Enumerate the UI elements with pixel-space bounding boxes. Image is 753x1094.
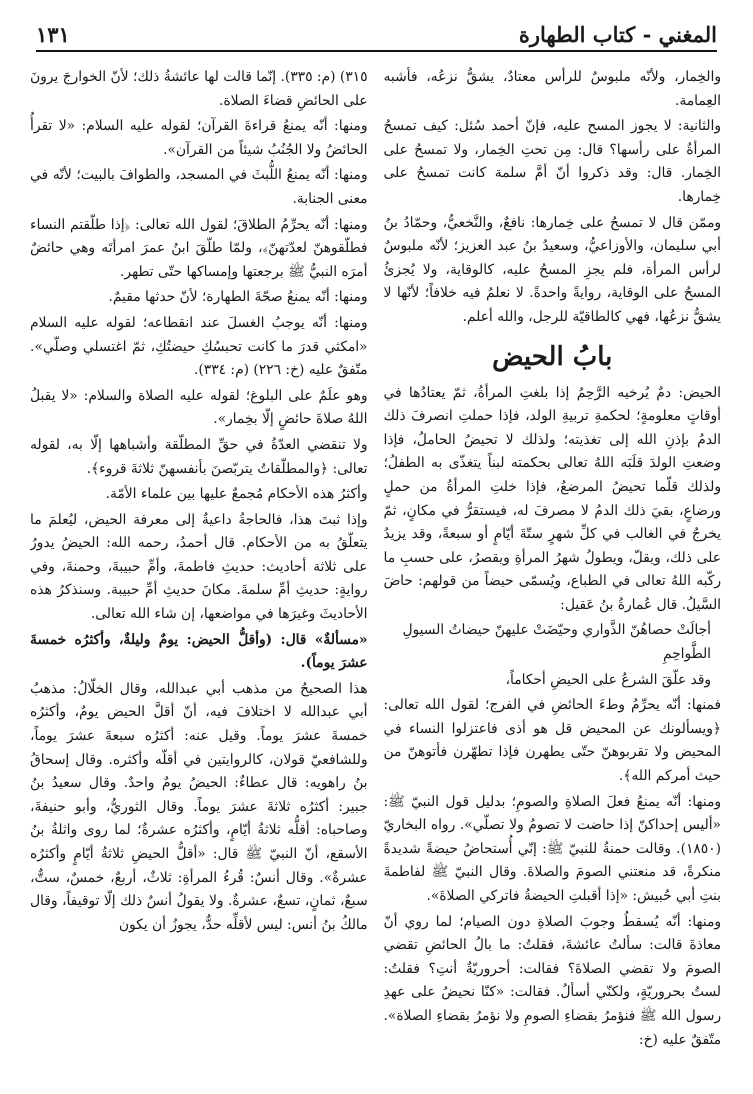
paragraph: فمنها: أنّه يحرِّمُ وطءَ الحائضِ في الفرج؛ لقول الله تعالى: ﴿ويسألونك عن المحيض قل هو أذى فاعتزلوا النساء في المحيض ولا تقربوهنّ حتّى يطهرن فإذا تطهّرن فأتوهنّ من حيث أمركم الله﴾. <box>383 697 721 785</box>
paragraph: والخِمار، ولأنّه ملبوسٌ للرأس معتادٌ، يشقُّ نزعُه، فأشبه العِمامة. <box>383 69 721 109</box>
paragraph: ومنها: أنّه يحرِّمُ الطلاقَ؛ لقول الله تعالى: ﴿إذا طلّقتم النساء فطلّقوهنّ لعدّتهنّ﴾، ولمّا طلّقَ ابنُ عمرَ امرأتَه وهي حائضٌ أمرَه النبيُّ ﷺ برجعتها وإمساكها حتّى تطهر. <box>30 216 368 280</box>
paragraph: وإذا ثبتَ هذا، فالحاجةُ داعيةٌ إلى معرفة الحيض، ليُعلمَ ما يتعلّقُ به من الأحكام. قال أحمدُ، رحمه الله: الحيضُ يدورُ على ثلاثة أحاديث: حديثِ فاطمةَ، وأمِّ حبيبةَ، وحمنةَ، وفي روايةٍ: حديثِ أمِّ سلمةَ. مكانَ حديثِ أمِّ حبيبة. وسنذكرُ هذه الأحاديثَ وغيرَها في مواضعها، إن شاء الله تعالى. <box>30 511 368 623</box>
paragraph: وممّن قال لا تمسحُ على خِمارها: نافعٌ، والنَّخعيُّ، وحمّادُ بنُ أبي سليمان، والأوزاعيُّ، وسعيدُ بنُ عبد العزيز؛ لأنّه ملبوسٌ لرأس المرأة، فلم يجزِ المسحُ عليه، كالوقاية، ولا يُجزئُ المسحُ على الوقاية، روايةً واحدةً. لا نعلمُ فيه خلافاً؛ لأنّها لا يشقُّ نزعُها، فهي كالطاقيّة للرجل، والله أعلم. <box>383 214 721 325</box>
paragraph: والثانية: لا يجوز المسح عليه، فإنّ أحمد سُئل: كيف تمسحُ المرأةُ على رأسها؟ قال: مِن تحتِ الخِمار، ولا تمسحُ على الخِمار. قال: وقد ذكروا أنّ أمَّ سلمة كانت تمسحُ على خِمارها. <box>383 118 721 205</box>
paragraph: الحيض: دمٌ يُرخيه الرَّحِمُ إذا بلغتِ المرأةُ، ثمّ يعتادُها في أوقاتٍ معلومةٍ؛ لحكمةِ تربيةِ الولد، فإذا حملتِ انصرفَ ذلك الدمُ بإذنِ الله إلى تغذيته؛ ولذلك لا تحيضُ الحاملُ، فإذا وضعتِ الولدَ قلَبَه اللهُ تعالى بحكمته لبناً يتغذّى به الطفلُ؛ ولذلك قلّما تحيضُ المرضعُ، فإذا خلتِ المرأةُ من حملٍ ورضاعٍ، بقيَ ذلك الدمُ لا مصرفَ له، فيستقرُّ في مكانٍ، ثمّ يخرجُ في الغالب في كلِّ شهرٍ ستّةَ أيّامٍ أو سبعةً، وقد يزيدُ على ذلك، ويقلّ، ويطولُ شهرُ المرأةِ ويقصرُ، على حسبِ ما ركّبه اللهُ تعالى في الطباع، ويُسمّى حيضاً من قولهم: حاضَ السَّيلُ. قال عُمارةُ بنُ عَقيل: <box>383 384 721 613</box>
paragraph: ٣١٥) (م: ٣٣٥). إنّما قالت لها عائشةُ ذلك؛ لأنّ الخوارجَ يرونَ على الحائضِ قضاءَ الصلاة. <box>30 69 368 109</box>
page-number: ١٣١ <box>36 22 70 47</box>
page-header <box>36 22 717 52</box>
text-columns <box>30 66 721 1082</box>
running-title: المغني - كتاب الطهارة <box>518 22 717 47</box>
right-column <box>384 66 722 1082</box>
verse-line: أجالَتْ حصاهُنّ الذَّواري وحيّضَتْ عليهنّ حيضاتُ السيولِ الطَّواحِمِ <box>402 622 711 663</box>
paragraph: ومنها: أنّه يُسقطُ وجوبَ الصلاةِ دون الصيام؛ لما روي أنّ معاذةَ قالت: سألتُ عائشةَ، فقلتُ: ما بالُ الحائضِ تقضي الصومَ ولا تقضي الصلاةَ؟ فقالت: أحروريّةٌ أنتِ؟ فقلتُ: لستُ بحروريّةٍ، ولكنّي أسألُ. فقالت: «كنّا نحيضُ على عهدِ رسول الله ﷺ فنؤمرُ بقضاءِ الصومِ ولا نؤمرُ بقضاءِ الصلاة». متّفقٌ عليه (خ: <box>383 913 721 1048</box>
paragraph: ومنها: أنّه يمنعُ قراءةَ القرآن؛ لقوله عليه السلام: «لا تقرأُ الحائضُ ولا الجُنُبُ شيئاً من القرآن». <box>30 118 368 158</box>
paragraph: هذا الصحيحُ من مذهب أبي عبدالله، وقال الخلّالُ: مذهبُ أبي عبدالله لا اختلافَ فيه، أنّ أقلَّ الحيض يومٌ، وأكثرُه خمسةَ عشرَ يوماً. وقيل عنه: أكثرُه سبعةَ عشرَ يوماً، وللشافعيّ قولان، كالروايتين في أقلّه وأكثره. وقال إسحاقُ بنُ راهويه: قال عطاءٌ: الحيضُ يومٌ واحدٌ. وقال سعيدُ بنُ جبير: أكثرُه ثلاثةَ عشرَ يوماً. وقال الثوريُّ، وأبو حنيفةَ، وصاحباه: أقلُّه ثلاثةُ أيّامٍ، وأكثرُه عشرةٌ؛ لما روى واثلةُ بنُ الأسقع، أنّ النبيّ ﷺ قال: «أقلُّ الحيضِ ثلاثةُ أيّامٍ وأكثرُه عشرةٌ». وقال أنسٌ: قُرءُ المرأةِ: ثلاثٌ، أربعٌ، خمسٌ، ستٌّ، سبعٌ، ثمانٍ، تسعٌ، عشرةٌ. ولا يقولُ أنسٌ ذلك إلّا توقيفاً، وقال مالكُ بنُ أنس: ليس لأقلِّه حدٌّ، يجوزُ أن يكون <box>30 680 368 933</box>
paragraph: وأكثرُ هذه الأحكام مُجمعٌ عليها بين علماء الأمّة. <box>105 486 368 503</box>
paragraph: ولا تنقضي العدّةُ في حقِّ المطلّقة وأشباهها إلّا به، لقوله تعالى: ﴿والمطلّقاتُ يتربّصنَ بأنفسهنّ ثلاثةَ قروء﴾. <box>30 436 368 477</box>
chapter-heading: بابُ الحيض <box>492 341 613 372</box>
paragraph: ومنها: أنّه يوجبُ الغسلَ عند انقطاعه؛ لقوله عليه السلام «امكثي قدرَ ما كانت تحبسُكِ حيضتُكِ، ثمّ اغتسلي وصلّي». متّفقٌ عليه (خ: ٢٢٦) (م: ٣٣٤). <box>30 314 368 379</box>
masala-heading: «مسألةٌ» قال: (وأقلُّ الحيض: يومٌ وليلةٌ، وأكثرُه خمسةَ عشرَ يوماً). <box>30 631 368 672</box>
paragraph: ومنها: أنّه يمنعُ فعلَ الصلاةِ والصومِ؛ بدليل قول النبيّ ﷺ: «أليس إحداكنّ إذا حاضت لا تصومُ ولا تصلّي». رواه البخاريّ (١٨٥٠). وقالت حمنةُ للنبيّ ﷺ: إنّي أُستحاضُ حيضةً شديدةً منكرةً، قد منعتني الصومَ والصلاةَ. وقال النبيّ ﷺ لفاطمةَ بنتِ أبي حُبيش: «إذا أقبلتِ الحيضةُ فاتركي الصلاةَ». <box>383 793 721 904</box>
left-column <box>30 66 368 1082</box>
paragraph: ومنها: أنّه يمنعُ صحّةَ الطهارة؛ لأنّ حدثها مقيمٌ. <box>108 289 368 306</box>
paragraph: وهو علَمٌ على البلوغ؛ لقوله عليه الصلاة والسلام: «لا يقبلُ اللهُ صلاةَ حائضٍ إلّا بخِمار». <box>30 387 368 428</box>
paragraph: ومنها: أنّه يمنعُ اللُّبثَ في المسجد، والطوافَ بالبيت؛ لأنّه في معنى الجنابة. <box>30 167 368 207</box>
verse-line: وقد علّقَ الشرعُ على الحيضِ أحكاماً، <box>505 671 711 688</box>
